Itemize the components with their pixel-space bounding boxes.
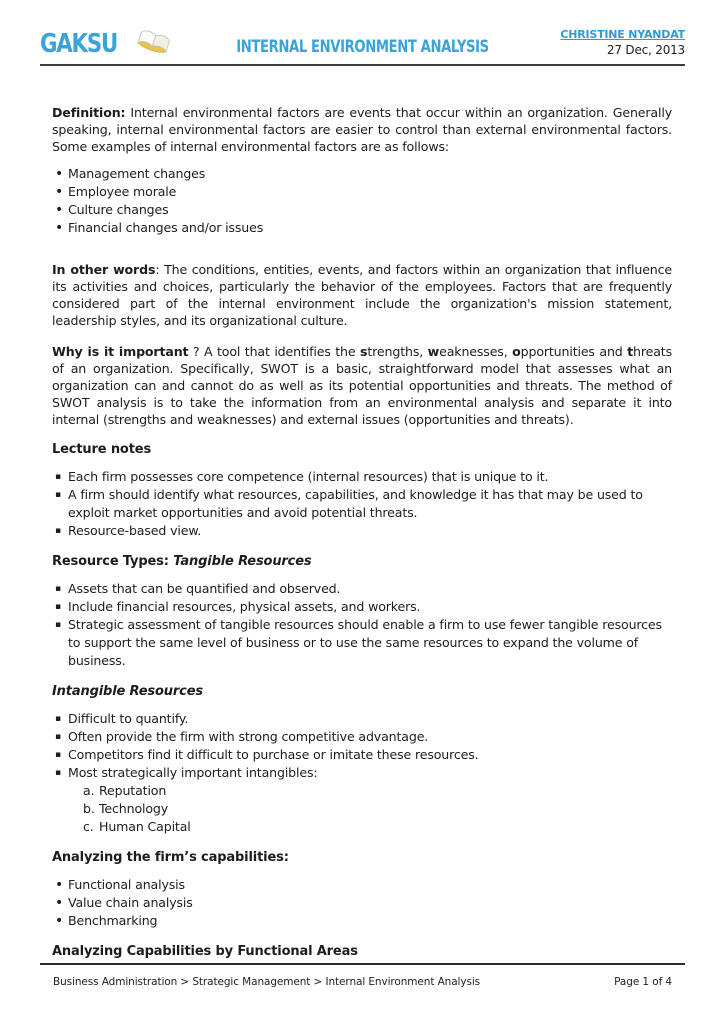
list-item-text: Strategic assessment of tangible resources should enable a firm to use fewer tangible resources to support the same level of business or to use the same resources to expand the volume of business. (68, 617, 662, 668)
list-item (55, 219, 672, 237)
breadcrumb: Business Administration > Strategic Management > Internal Environment Analysis (53, 976, 481, 988)
list-item (55, 894, 672, 912)
text-run: Resource Types: (52, 554, 174, 569)
text-run: Lecture notes (52, 442, 152, 457)
text-run: t (627, 344, 634, 359)
text-run: Analyzing the firm’s capabilities: (52, 850, 289, 865)
list-item-text: Management changes (68, 166, 206, 181)
bullet-list (52, 580, 672, 670)
list-item (55, 728, 672, 746)
heading (52, 553, 672, 570)
text-run: trengths, (367, 344, 428, 359)
text-run: Why is it important (52, 344, 189, 359)
heading (52, 441, 672, 458)
bullet-list (52, 876, 672, 930)
sublist-item-text: Technology (99, 801, 169, 816)
page-title: INTERNAL ENVIRONMENT ANALYSIS (236, 37, 489, 56)
lettered-sublist (68, 782, 672, 836)
list-item-text: A firm should identify what resources, capabilities, and knowledge it has that may be used to exploit market opportunities and avoid potential threats. (68, 487, 643, 520)
list-item-text: Employee morale (68, 184, 177, 199)
list-item-text: Culture changes (68, 202, 169, 217)
heading (52, 683, 672, 700)
list-item-text: Benchmarking (68, 913, 158, 928)
list-item (55, 165, 672, 183)
paragraph (52, 343, 672, 428)
list-item (55, 522, 672, 540)
sublist-item (83, 782, 672, 800)
list-item-text: Assets that can be quantified and observed. (68, 581, 341, 596)
list-item (55, 468, 672, 486)
page-footer (40, 963, 685, 988)
list-item-text: Functional analysis (68, 877, 185, 892)
heading (52, 849, 672, 866)
text-run: Definition: (52, 105, 126, 120)
list-item-text: Include financial resources, physical assets, and workers. (68, 599, 421, 614)
page-header (0, 0, 725, 64)
list-item (55, 746, 672, 764)
bullet-list (52, 468, 672, 540)
list-item-text: Most strategically important intangibles: (68, 765, 318, 780)
sublist-item (83, 800, 672, 818)
sublist-item-text: Reputation (99, 783, 167, 798)
sublist-item (83, 818, 672, 836)
text-run: Analyzing Capabilities by Functional Areas (52, 944, 358, 959)
list-item (55, 598, 672, 616)
list-item (55, 486, 672, 522)
list-item (55, 183, 672, 201)
footer-divider (40, 963, 685, 965)
text-run: Intangible Resources (52, 684, 203, 699)
text-run: o (512, 344, 521, 359)
logo-text: GAKSU (40, 29, 118, 59)
bullet-list (52, 165, 672, 237)
text-run: Internal environmental factors are events that occur within an organization. Generally speaking, internal environmental factors are easier to control than external environmental factors. Some examples of internal environmental factors are as follows: (52, 105, 672, 154)
page-number: Page 1 of 4 (614, 976, 672, 988)
list-item-text: Often provide the firm with strong competitive advantage. (68, 729, 429, 744)
text-run: w (427, 344, 440, 359)
author-link[interactable]: CHRISTINE NYANDAT (560, 28, 685, 41)
list-item (55, 764, 672, 836)
sublist-item-text: Human Capital (99, 819, 191, 834)
sublist-letter: c. (83, 819, 94, 834)
list-item (55, 201, 672, 219)
list-item (55, 710, 672, 728)
heading (52, 943, 672, 960)
paragraph (52, 104, 672, 155)
text-run: In other words (52, 262, 156, 277)
list-item (55, 912, 672, 930)
paragraph (52, 261, 672, 329)
list-item-text: Difficult to quantify. (68, 711, 189, 726)
text-run: s (360, 344, 368, 359)
sublist-letter: b. (83, 801, 95, 816)
paragraph-spacer (52, 237, 672, 247)
list-item-text: Resource-based view. (68, 523, 202, 538)
text-run: eaknesses, (439, 344, 513, 359)
bullet-list (52, 710, 672, 836)
list-item-text: Competitors find it difficult to purchase or imitate these resources. (68, 747, 479, 762)
text-run: Tangible Resources (173, 554, 312, 569)
list-item (55, 876, 672, 894)
list-item-text: Financial changes and/or issues (68, 220, 264, 235)
list-item (55, 616, 672, 670)
text-run: : The conditions, entities, events, and factors within an organization that influence its activities and choices, particularly the behavior of the employees. Factors that are frequently considered part of the internal environment include the organization's mission statement, leadership styles, and its organizational culture. (52, 262, 672, 328)
list-item (55, 580, 672, 598)
text-run: ? A tool that identifies the (188, 344, 361, 359)
footer-row (40, 976, 685, 988)
text-run: hreats of an organization. Specifically, SWOT is a basic, straightforward model that assesses what an organization can and cannot do as well as its potential opportunities and threats. The method of SWOT analysis is to take the information from an environmental analysis and separate it into internal (strengths and weaknesses) and external issues (opportunities and threats). (52, 344, 672, 427)
document-date: 27 Dec, 2013 (606, 43, 685, 57)
document-body (0, 66, 725, 960)
text-run: pportunities and (520, 344, 628, 359)
list-item-text: Each firm possesses core competence (internal resources) that is unique to it. (68, 469, 549, 484)
sublist-letter: a. (83, 783, 95, 798)
list-item-text: Value chain analysis (68, 895, 193, 910)
